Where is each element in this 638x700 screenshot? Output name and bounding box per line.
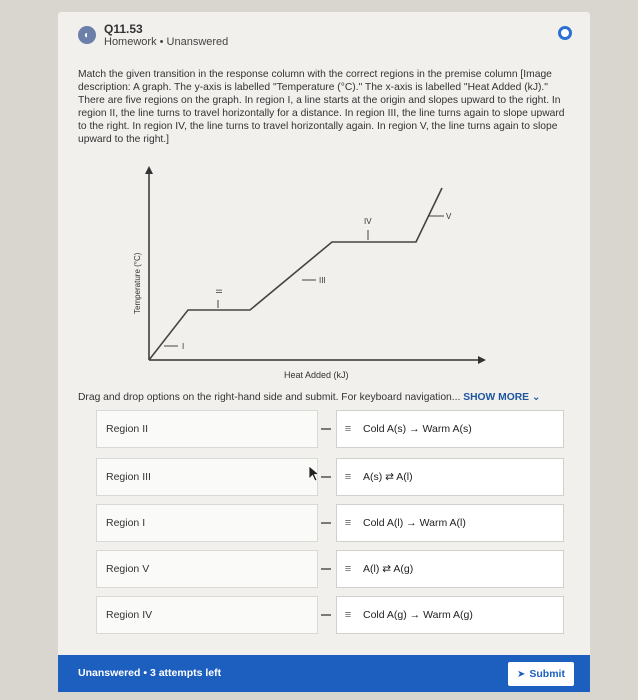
drop-slot[interactable] [321,428,331,430]
option-label: Cold A(g) → Warm A(g) [363,609,473,621]
drop-slot[interactable] [321,614,331,616]
premise-cell: Region III [96,458,318,496]
question-number: Q11.53 [104,22,143,36]
x-axis-label: Heat Added (kJ) [284,370,349,380]
option-label: Cold A(s) → Warm A(s) [363,423,472,435]
question-prompt: Match the given transition in the response column with the correct regions in the premise column [Image description: A graph. The y-axis is labelled "Temperature (°C)." The x-axis is labelled "Heat Added (kJ)." There are five regions on the graph. In region I, a line starts at the origin and slopes upward to the right. In region II, the line turns to travel horizontally for a distance. In region III, the line turns again to slope upward to the right. In region IV, the line turns to travel horizontally again. In region V, the line turns again to slope upward to the right.] [78,69,565,145]
premise-cell: Region IV [96,596,318,634]
instructions-text: Drag and drop options on the right-hand side and submit. For keyboard navigation... [78,392,464,403]
y-axis-arrow [145,166,153,174]
premise-cell: Region V [96,550,318,588]
region-v-label: V [446,212,452,221]
region-iii-label: III [319,276,326,285]
option-card[interactable] [336,458,564,496]
option-card[interactable] [336,596,564,634]
option-card[interactable] [336,504,564,542]
drag-handle-icon[interactable]: ≡ [344,563,352,575]
send-icon: ➤ [517,668,526,680]
x-axis-arrow [478,356,486,364]
drop-slot[interactable] [321,568,331,570]
attempts-status: Unanswered • 3 attempts left [78,667,222,679]
region-ii-label: II [214,289,223,294]
drag-handle-icon[interactable]: ≡ [344,471,352,483]
chevron-down-icon[interactable]: ⌄ [529,392,541,403]
mouse-cursor-icon [308,465,322,483]
question-icon: ◐ [78,26,96,44]
premise-cell: Region I [96,504,318,542]
radio-dot-icon[interactable] [558,26,572,40]
option-label: Cold A(l) → Warm A(l) [363,517,466,529]
match-row [96,504,564,542]
match-row [96,550,564,588]
submit-label: Submit [529,668,565,680]
option-card[interactable] [336,410,564,448]
y-axis-label: Temperature (°C) [133,252,142,314]
region-iv-label: IV [364,217,372,226]
match-row [96,410,564,448]
premise-cell: Region II [96,410,318,448]
match-row [96,458,564,496]
question-status: Homework • Unanswered [104,36,229,48]
option-label: A(s) ⇄ A(l) [363,471,413,483]
submit-button[interactable] [508,662,574,686]
footer-bar [58,655,590,692]
option-card[interactable] [336,550,564,588]
region-i-label: I [182,342,185,351]
question-card [58,12,590,692]
drag-instructions [78,391,541,403]
heating-curve [149,188,442,360]
drag-handle-icon[interactable]: ≡ [344,609,352,621]
option-label: A(l) ⇄ A(g) [363,563,414,575]
drop-slot[interactable] [321,522,331,524]
show-more-link[interactable]: SHOW MORE [463,392,530,403]
drop-slot[interactable] [321,476,331,478]
match-row [96,596,564,634]
drag-handle-icon[interactable]: ≡ [344,517,352,529]
drag-handle-icon[interactable]: ≡ [344,423,352,435]
phase-change-chart [134,164,494,384]
